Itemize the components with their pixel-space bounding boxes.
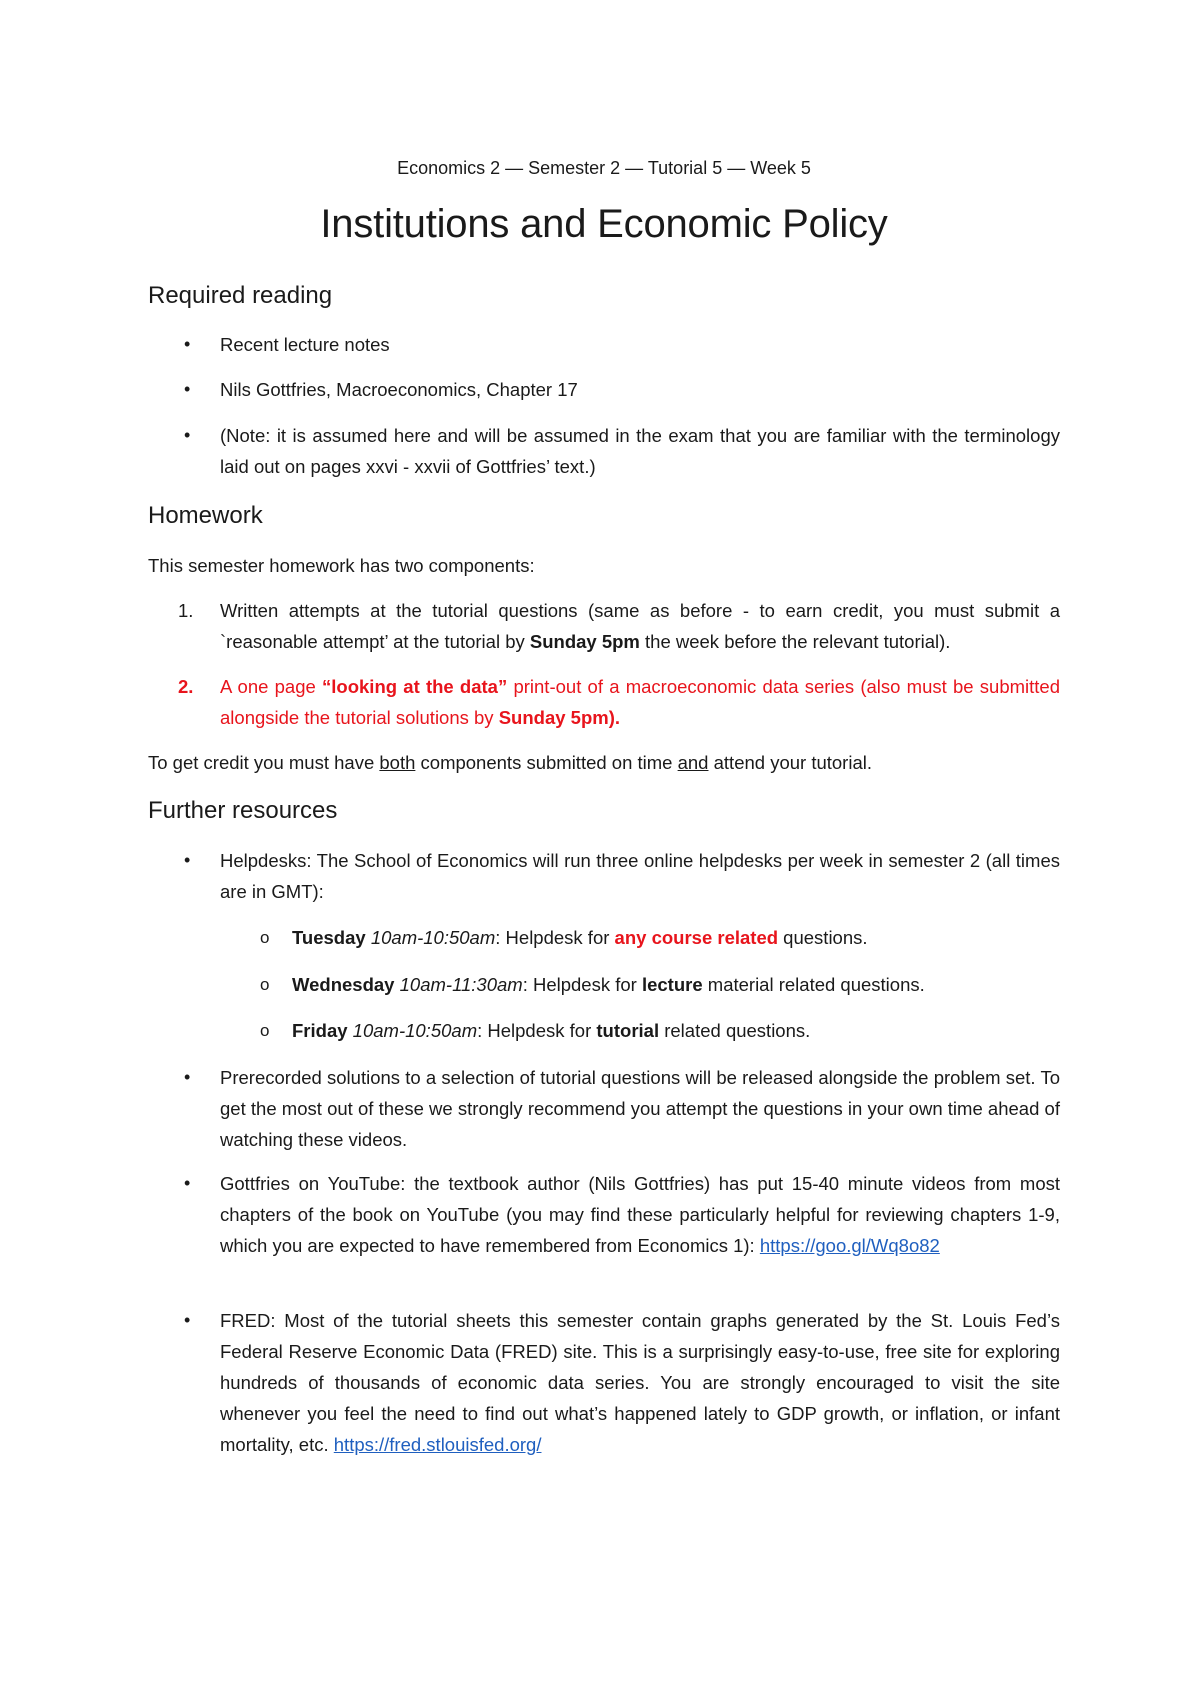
youtube-link[interactable]: https://goo.gl/Wq8o82: [759, 1235, 940, 1256]
credit-text-e: attend your tutorial.: [708, 752, 872, 773]
homework-heading: Homework: [148, 502, 263, 529]
resource-fred: [220, 1305, 1060, 1460]
credit-text-c: components submitted on time: [415, 752, 678, 773]
hw1-text-c: the week before the relevant tutorial).: [639, 631, 951, 652]
course-header: Economics 2 — Semester 2 — Tutorial 5 — Week 5: [397, 158, 811, 178]
wednesday-lecture: lecture: [641, 974, 703, 995]
hw2-text-c: print-out of a macroeconomic data series (also must be submitted alongside the tutorial solutions by: [220, 676, 1060, 728]
tuesday-text-a: : Helpdesk for: [495, 927, 615, 948]
friday-label: Friday: [292, 1020, 348, 1041]
homework-intro: This semester homework has two components:: [148, 555, 535, 576]
friday-time: 10am-10:50am: [352, 1020, 478, 1041]
resource-prerecorded-solutions: Prerecorded solutions to a selection of tutorial questions will be released alongside the problem set. To get the most out of these we strongly recommend you attempt the questions in your own time ahead of watching these videos.: [220, 1067, 1060, 1150]
further-resources-heading: Further resources: [148, 797, 338, 824]
wednesday-label: Wednesday: [292, 974, 395, 995]
helpdesk-tuesday: [292, 922, 1060, 953]
resource-helpdesks: Helpdesks: The School of Economics will run three online helpdesks per week in semester 2 (all times are in GMT):: [220, 850, 1060, 902]
wednesday-text-c: material related questions.: [702, 974, 925, 995]
reading-item-textbook: Nils Gottfries, Macroeconomics, Chapter 17: [220, 379, 578, 400]
friday-text-c: related questions.: [659, 1020, 811, 1041]
credit-requirement: [148, 747, 1060, 778]
hw2-looking-at-data: “looking at the data”: [322, 676, 508, 697]
bullet-icon: •: [184, 425, 191, 445]
bullet-icon: •: [184, 1067, 191, 1087]
hw2-text-e: ).: [608, 707, 621, 728]
bullet-icon: •: [184, 1310, 191, 1330]
bullet-icon: •: [184, 850, 191, 870]
sub-bullet-icon: o: [260, 975, 270, 994]
bullet-icon: •: [184, 334, 191, 354]
homework-item-looking-at-data: [220, 671, 1060, 733]
bullet-icon: •: [184, 379, 191, 399]
hw1-deadline: Sunday 5pm: [529, 631, 640, 652]
youtube-text: Gottfries on YouTube: the textbook author (Nils Gottfries) has put 15-40 minute videos from most chapters of the book on YouTube (you may find these particularly helpful for reviewing chapters 1-9, which you are expected to have remembered from Economics 1):: [220, 1173, 1060, 1256]
resource-youtube: [220, 1168, 1060, 1261]
required-reading-heading: Required reading: [148, 282, 333, 309]
friday-text-a: : Helpdesk for: [477, 1020, 597, 1041]
hw2-text-a: A one page: [220, 676, 323, 697]
wednesday-time: 10am-11:30am: [399, 974, 523, 995]
friday-tutorial: tutorial: [596, 1020, 660, 1041]
wednesday-text-a: : Helpdesk for: [522, 974, 642, 995]
reading-item-lecture-notes: Recent lecture notes: [220, 334, 390, 355]
tuesday-time: 10am-10:50am: [370, 927, 496, 948]
hw1-text-a: Written attempts at the tutorial questions (same as before - to earn credit, you must submit a `reasonable attempt’ at the tutorial by: [220, 600, 1060, 652]
helpdesk-friday: [292, 1015, 1060, 1046]
helpdesk-wednesday: [292, 969, 1060, 1000]
fred-link[interactable]: https://fred.stlouisfed.org/: [333, 1434, 542, 1455]
tuesday-text-c: questions.: [778, 927, 868, 948]
homework-number-1: 1.: [178, 600, 194, 621]
sub-bullet-icon: o: [260, 928, 270, 947]
hw2-deadline: Sunday 5pm: [498, 707, 609, 728]
tuesday-label: Tuesday: [292, 927, 366, 948]
homework-item-written-attempts: [220, 595, 1060, 657]
tuesday-any-course: any course related: [614, 927, 779, 948]
page-title: Institutions and Economic Policy: [320, 202, 888, 246]
homework-number-2: 2.: [178, 676, 194, 697]
sub-bullet-icon: o: [260, 1021, 270, 1040]
credit-and: and: [677, 752, 709, 773]
credit-text-a: To get credit you must have: [148, 752, 380, 773]
fred-text: FRED: Most of the tutorial sheets this semester contain graphs generated by the St. Louis Fed’s Federal Reserve Economic Data (FRED) site. This is a surprisingly easy-to-use, free site for exploring hundreds of thousands of economic data series. You are strongly encouraged to visit the site whenever you feel the need to find out what’s happened lately to GDP growth, or inflation, or infant mortality, etc.: [220, 1310, 1060, 1455]
credit-both: both: [379, 752, 416, 773]
bullet-icon: •: [184, 1173, 191, 1193]
reading-item-note: (Note: it is assumed here and will be assumed in the exam that you are familiar with the terminology laid out on pages xxvi - xxvii of Gottfries’ text.): [220, 425, 1060, 477]
